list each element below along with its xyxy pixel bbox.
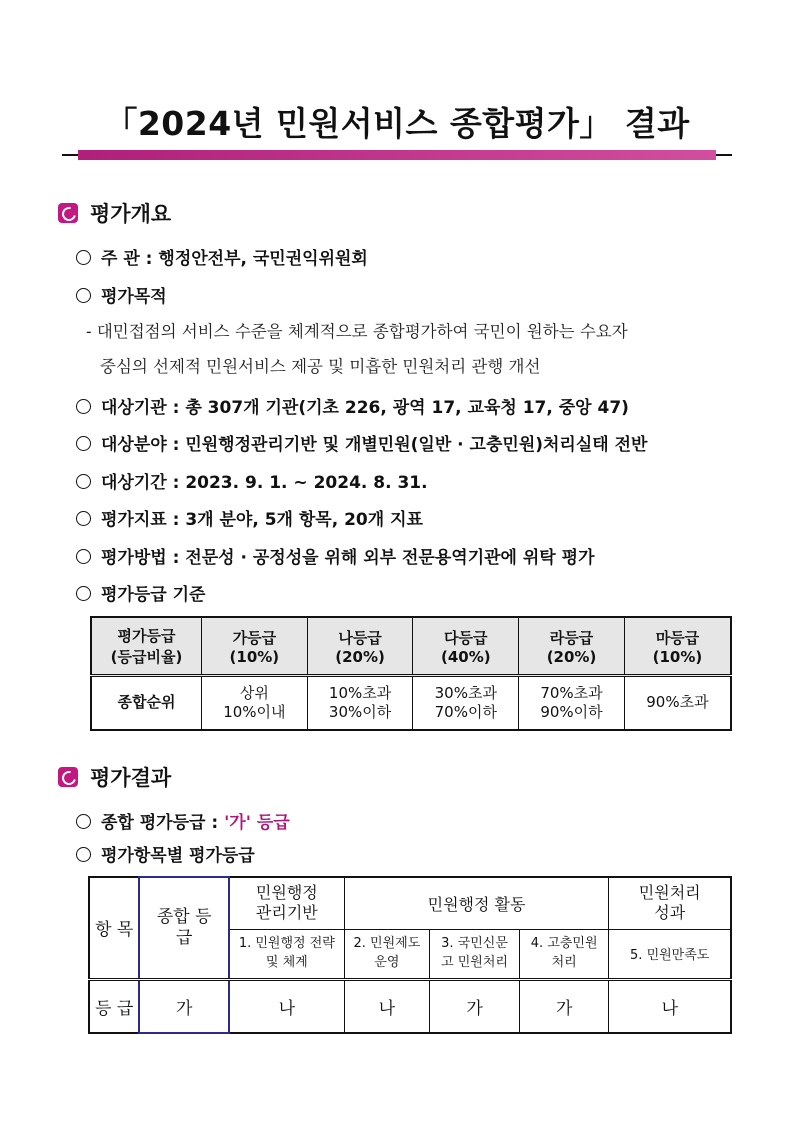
grade-cell: 10%초과 30%이하	[307, 676, 413, 731]
results-group-row	[89, 877, 731, 929]
purpose-line-2: 중심의 선제적 민원서비스 제공 및 미흡한 민원처리 관행 개선	[100, 357, 541, 376]
grade-value-overall: 가	[139, 979, 229, 1033]
grade-rank-row	[91, 676, 731, 731]
results-by-item: 평가항목별 평가등급	[76, 841, 255, 866]
purpose-line-1: - 대민접점의 서비스 수준을 체계적으로 종합평가하여 국민이 원하는 수요자	[86, 322, 628, 341]
overview-item-period: 대상기간 : 2023. 9. 1. ~ 2024. 8. 31.	[76, 468, 428, 493]
grade-row-label: 종합순위	[91, 676, 202, 731]
results-overall: 종합 평가등급 : '가' 등급	[76, 808, 290, 833]
section-bullet-icon	[58, 203, 78, 223]
circle-bullet-icon	[76, 814, 91, 829]
sub-header: 2. 민원제도 운영	[344, 929, 429, 979]
grade-cell: 상위 10%이내	[202, 676, 308, 731]
results-heading	[58, 762, 171, 792]
overall-header: 종합 등급	[139, 877, 229, 979]
circle-bullet-icon	[76, 250, 91, 265]
grade-cell: 70%초과 90%이하	[519, 676, 625, 731]
group-header-performance: 민원처리 성과	[609, 877, 731, 929]
overview-item-method: 평가방법 : 전문성 · 공정성을 위해 외부 전문용역기관에 위탁 평가	[76, 543, 595, 568]
sub-header: 1. 민원행정 전략 및 체계	[229, 929, 344, 979]
circle-bullet-icon	[76, 511, 91, 526]
grade-value: 나	[229, 979, 344, 1033]
overview-item-indicators: 평가지표 : 3개 분야, 5개 항목, 20개 지표	[76, 505, 423, 530]
overview-item-scope: 대상분야 : 민원행정관리기반 및 개별민원(일반 · 고충민원)처리실태 전반	[76, 430, 647, 455]
grade-row-label: 등 급	[89, 979, 139, 1033]
grade-cell: 90%초과	[624, 676, 731, 731]
overall-grade-value: '가' 등급	[224, 813, 290, 833]
results-table	[88, 876, 732, 1034]
grade-value: 가	[430, 979, 520, 1033]
circle-bullet-icon	[76, 549, 91, 564]
grade-header-cell: 다등급 (40%)	[413, 617, 519, 676]
overview-heading-text: 평가개요	[90, 202, 172, 226]
grade-header-cell: 라등급 (20%)	[519, 617, 625, 676]
grade-header-cell: 가등급 (10%)	[202, 617, 308, 676]
group-header-activity: 민원행정 활동	[344, 877, 609, 929]
results-grade-row	[89, 979, 731, 1033]
overview-heading	[58, 198, 171, 228]
item-header: 항 목	[89, 877, 139, 979]
circle-bullet-icon	[76, 399, 91, 414]
sub-header: 5. 민원만족도	[609, 929, 731, 979]
title-accent-bar	[78, 150, 716, 160]
page-title: 「2024년 민원서비스 종합평가」 결과	[104, 104, 690, 143]
grade-header-cell: 마등급 (10%)	[624, 617, 731, 676]
circle-bullet-icon	[76, 288, 91, 303]
section-bullet-icon	[58, 767, 78, 787]
grade-header-cell: 평가등급 (등급비율)	[91, 617, 202, 676]
grade-cell: 30%초과 70%이하	[413, 676, 519, 731]
grade-criteria-table	[90, 616, 732, 731]
sub-header: 3. 국민신문고 민원처리	[430, 929, 520, 979]
sub-header: 4. 고충민원 처리	[519, 929, 608, 979]
overview-item-purpose: 평가목적	[76, 282, 167, 307]
group-header-management: 민원행정 관리기반	[229, 877, 344, 929]
overview-item-host: 주 관 : 행정안전부, 국민권익위원회	[76, 244, 368, 269]
grade-header-row	[91, 617, 731, 676]
grade-value: 가	[519, 979, 608, 1033]
circle-bullet-icon	[76, 847, 91, 862]
overview-item-criteria: 평가등급 기준	[76, 580, 205, 605]
grade-value: 나	[344, 979, 429, 1033]
grade-header-cell: 나등급 (20%)	[307, 617, 413, 676]
circle-bullet-icon	[76, 586, 91, 601]
circle-bullet-icon	[76, 474, 91, 489]
grade-value: 나	[609, 979, 731, 1033]
results-heading-text: 평가결과	[90, 766, 172, 790]
overview-item-targets: 대상기관 : 총 307개 기관(기초 226, 광역 17, 교육청 17, 중앙 47)	[76, 393, 629, 418]
circle-bullet-icon	[76, 436, 91, 451]
